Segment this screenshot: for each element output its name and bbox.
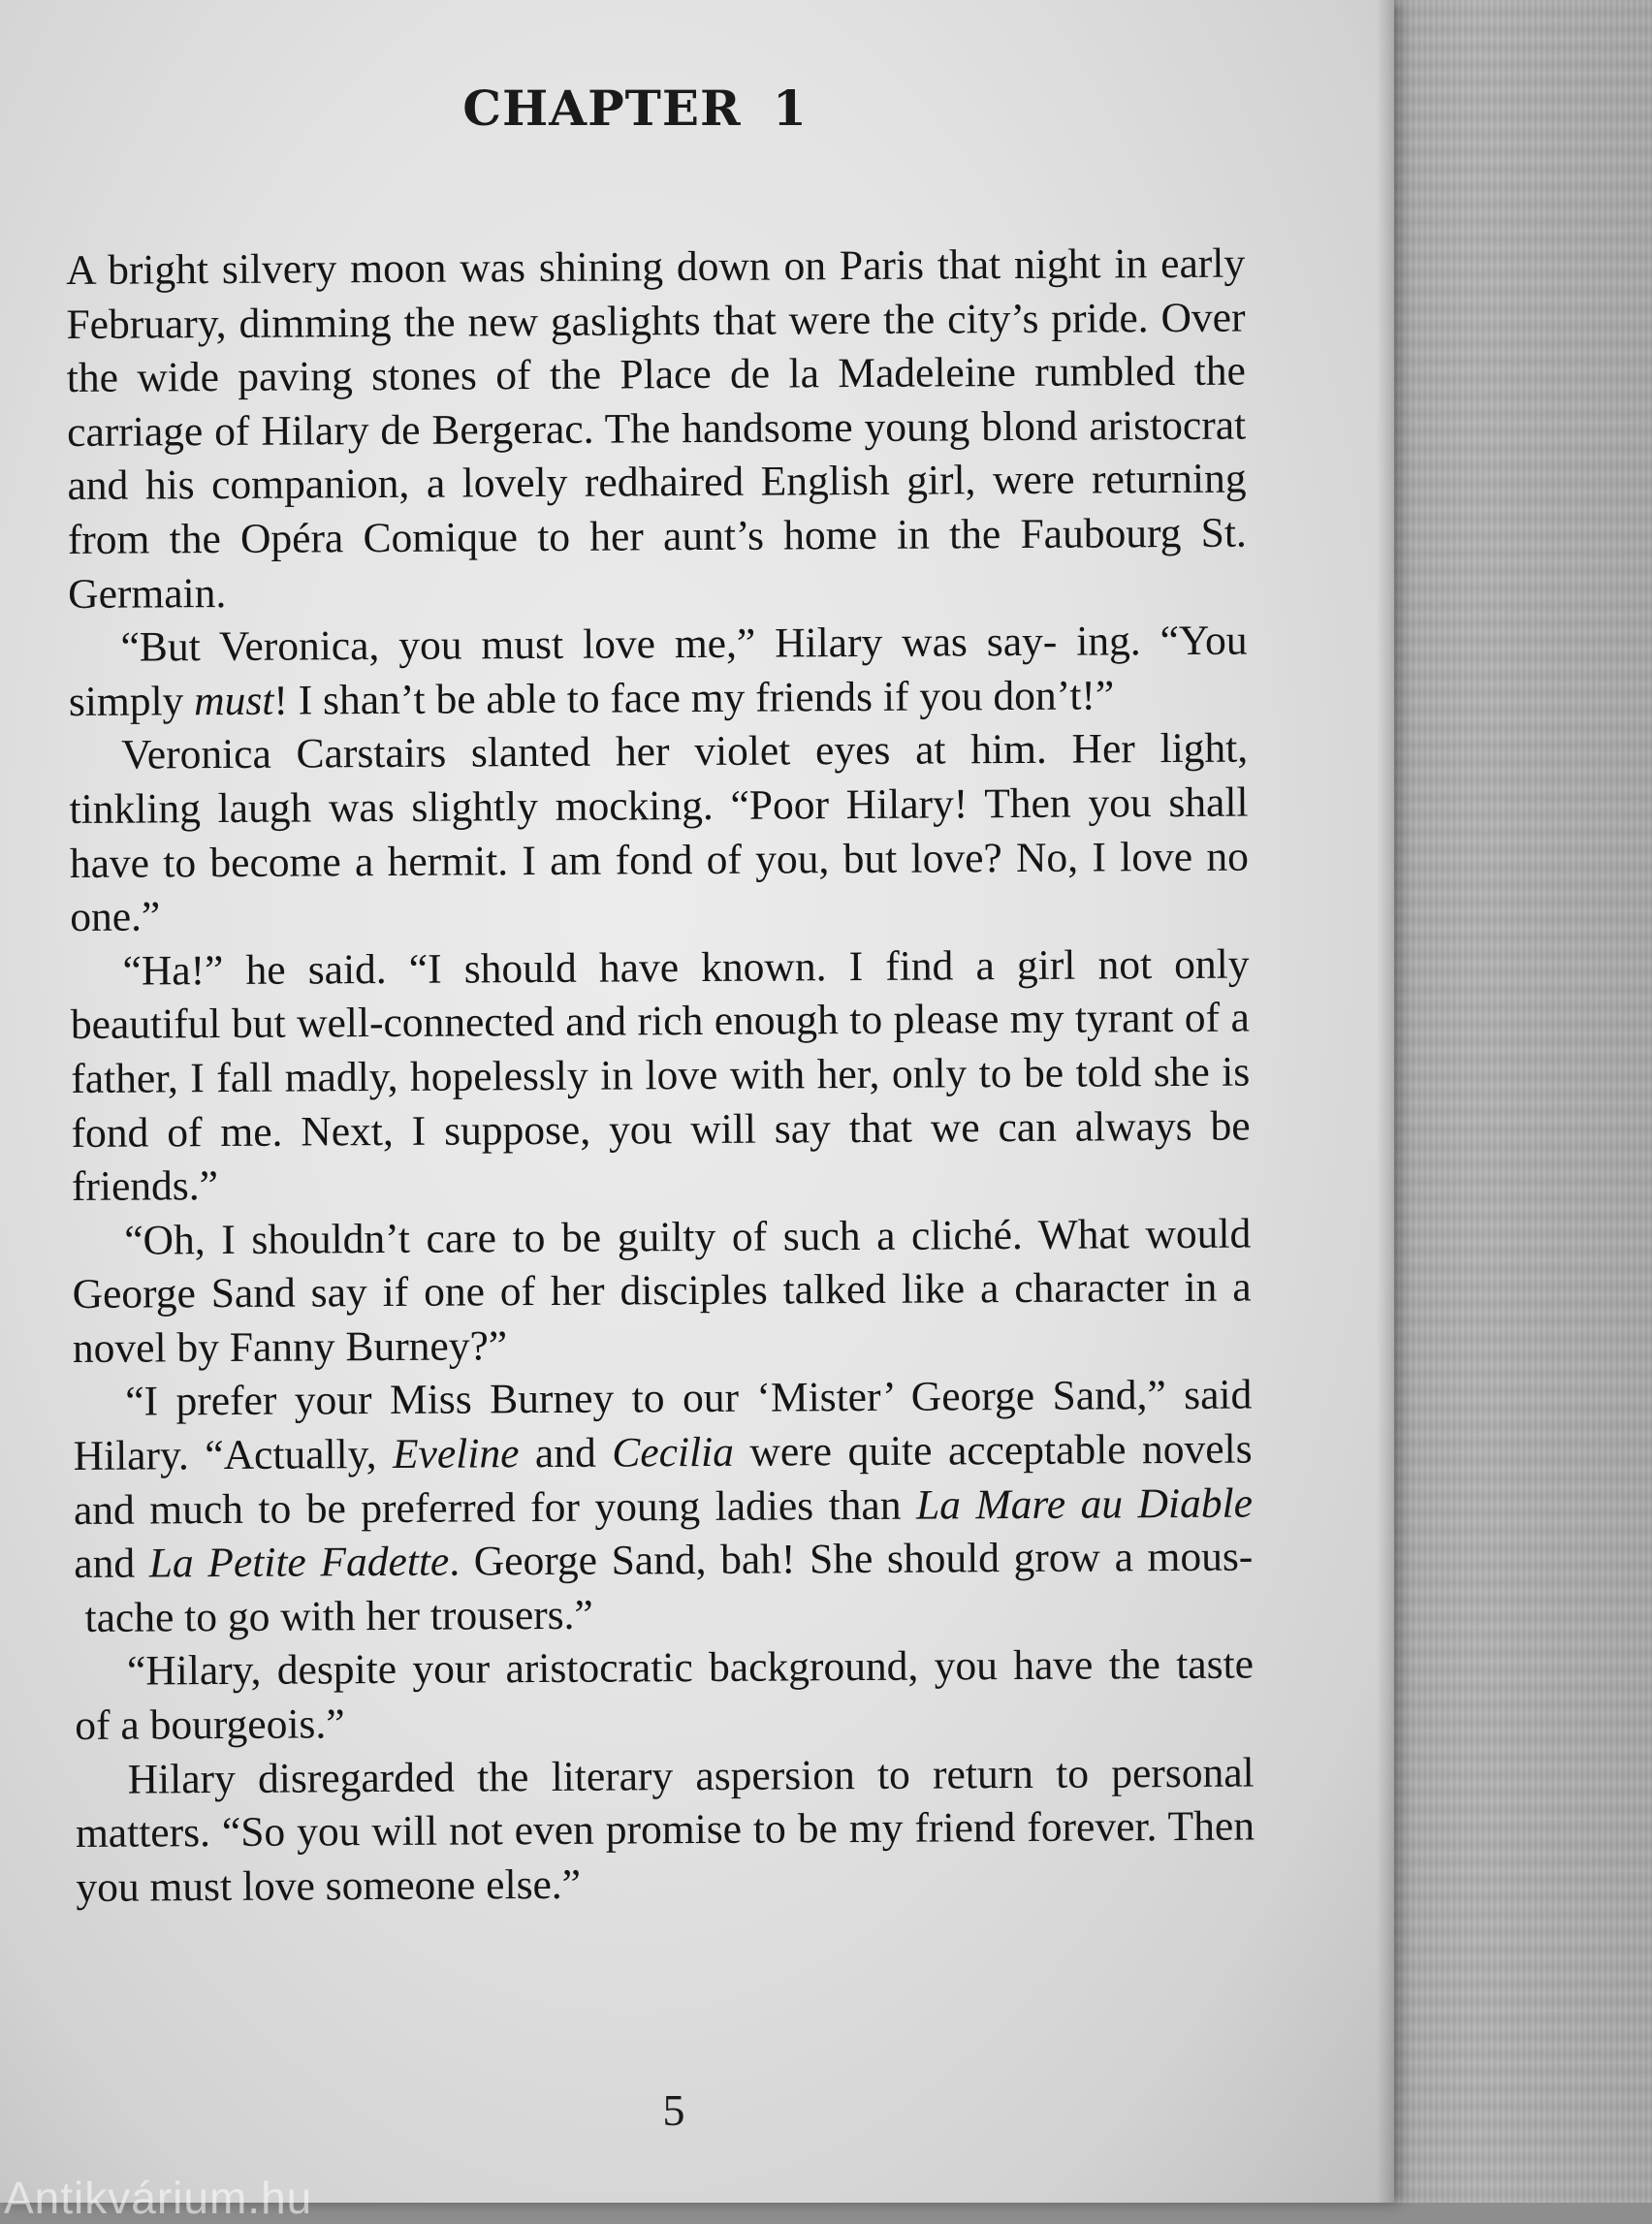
chapter-title: CHAPTER 1 <box>462 79 808 137</box>
paragraph-text: “Oh, I shouldn’t care to be guilty of such a cliché. What would George Sand say if one of her disciples talked like a character in a novel by Fanny Burney?” <box>72 1210 1252 1372</box>
paragraph-text: were quite acceptable novels and much to be preferred for young ladies than <box>73 1425 1253 1534</box>
italic-title-text: Cecilia <box>612 1428 735 1477</box>
page-number: 5 <box>662 2085 685 2135</box>
paragraph-text: “Hilary, despite your aristocratic background, you have the taste of a bourgeois.” <box>75 1640 1255 1750</box>
paragraph-text: “Ha!” he said. “I should have known. I find a girl not only beautiful but well-connected and rich enough to please my tyrant of a father, I fall madly, hopelessly in love with her, only to be told she is fond of me. Next, I suppose, you will say that we can always be friends.” <box>70 940 1251 1211</box>
chapter-body <box>66 238 1255 1916</box>
italic-title-text: must <box>194 677 274 724</box>
paragraph <box>69 722 1249 945</box>
paragraph-text: ! I shan’t be able to face my friends if you don’t!” <box>273 672 1115 724</box>
paragraph-text: Veronica Carstairs slanted her violet eyes at him. Her light, tinkling laugh was slightly mocking. “Poor Hilary! Then you shall have to become a hermit. I am fond of you, but love? No, I love no one.” <box>69 724 1250 941</box>
paragraph <box>70 937 1251 1214</box>
page-edge-shadow <box>1377 0 1394 2203</box>
italic-title-text: Eveline <box>392 1430 520 1478</box>
paragraph <box>73 1369 1254 1645</box>
background-surface <box>1357 0 1652 2203</box>
paragraph-text: Hilary disregarded the literary aspersion to return to personal matters. “So you will not even promise to be my friend forever. Then you must love someone else.” <box>75 1749 1255 1911</box>
paragraph <box>72 1207 1252 1376</box>
paragraph-text: and <box>519 1429 613 1477</box>
paragraph <box>66 238 1247 622</box>
paragraph <box>75 1638 1255 1754</box>
paragraph-text: “I prefer your Miss Burney to our ‘Mister’ George Sand,” said Hilary. “Actually, <box>73 1372 1253 1480</box>
italic-title-text: La Petite Fadette <box>148 1538 450 1587</box>
italic-title-text: La Mare au Diable <box>915 1479 1254 1529</box>
paragraph <box>76 1746 1255 1915</box>
paragraph-text: and <box>74 1540 149 1588</box>
watermark: Antikvárium.hu <box>4 2173 313 2223</box>
paragraph-text: . George Sand, bah! She should grow a mous- tache to go with her trousers.” <box>74 1533 1254 1641</box>
paragraph-text: “But Veronica, you must love me,” Hilary was say- ing. “You simply <box>68 617 1248 725</box>
paragraph <box>68 615 1248 730</box>
paragraph-text: A bright silvery moon was shining down on Paris that night in early February, dimming the new gaslights that were the city’s pride. Over the wide paving stones of the Place de la Madeleine rumbled the carriage of Hilary de Bergerac. The handsome young blond aristocrat and his companion, a lovely redhaired English girl, were returning from the Opéra Comique to her aunt’s home in the Faubourg St. Germain. <box>66 239 1247 618</box>
